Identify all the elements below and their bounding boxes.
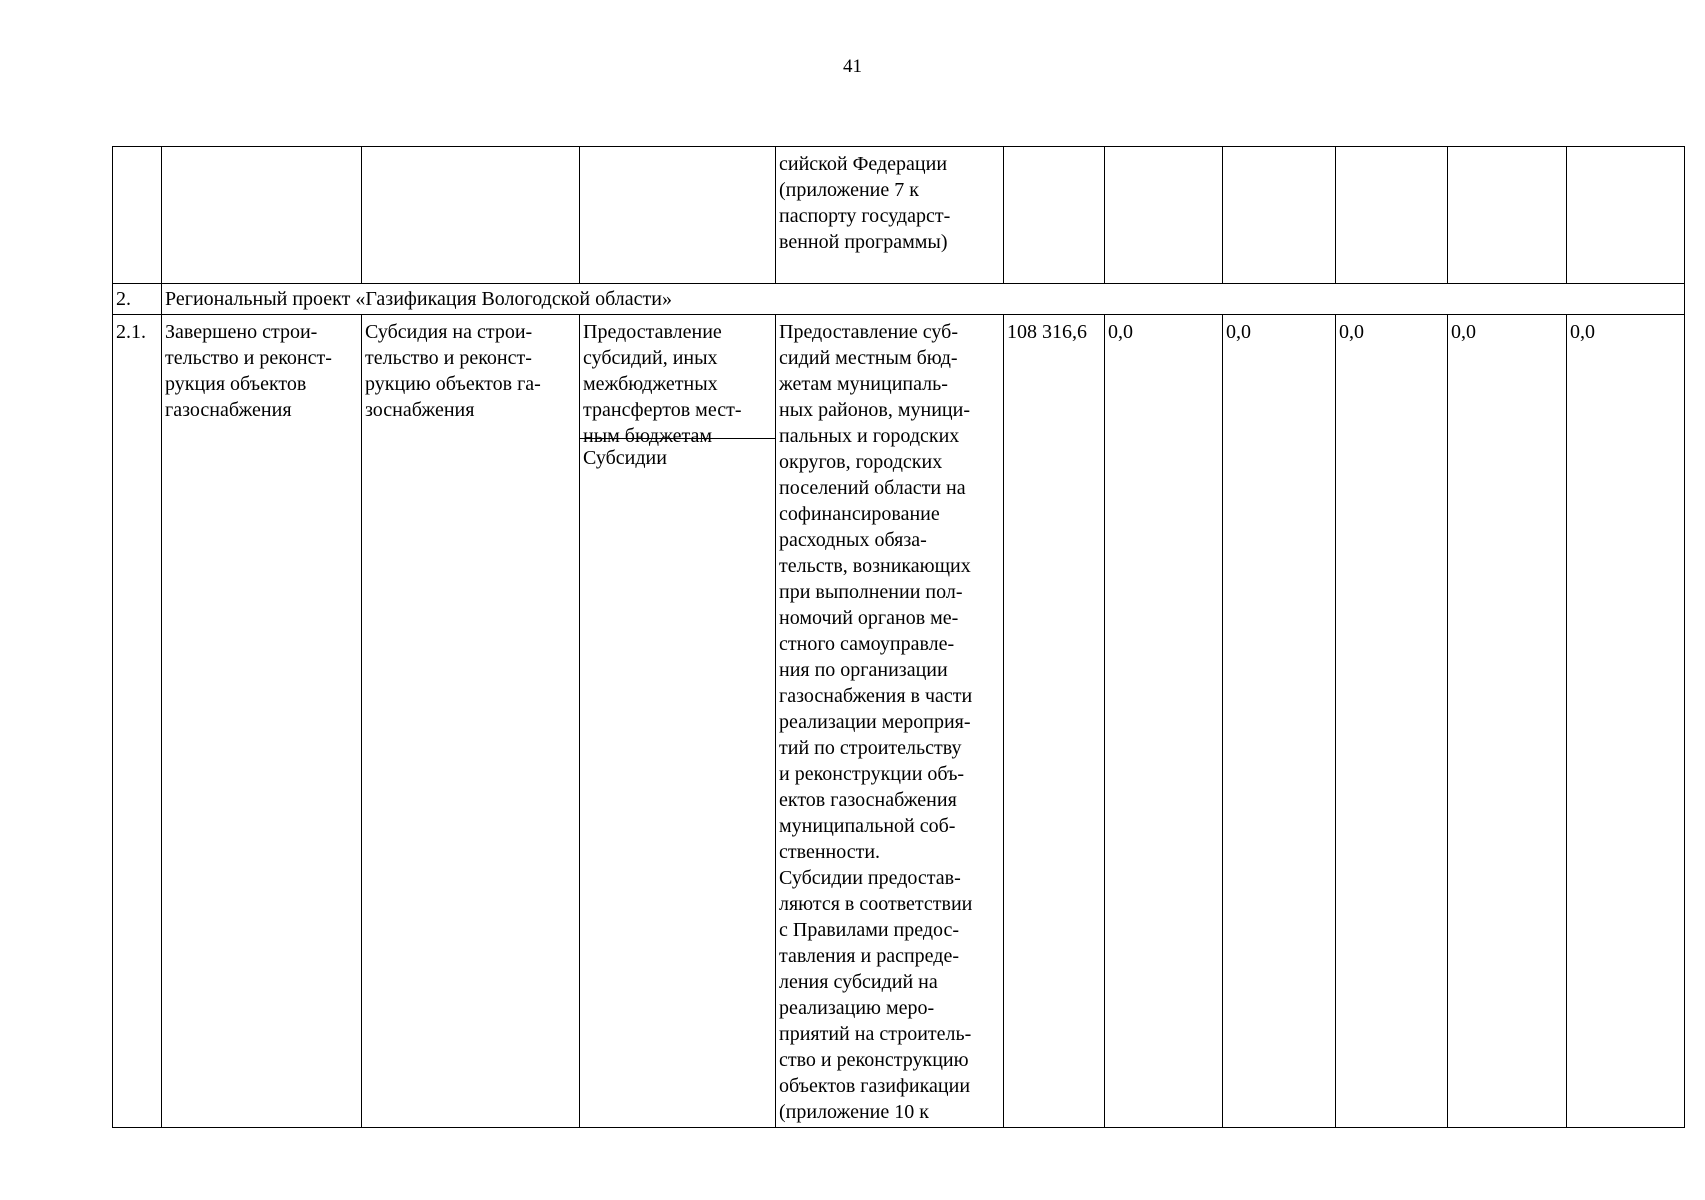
item-direction-cell [580, 315, 776, 1128]
item-basis: Предоставление суб- сидий местным бюд- жетам муниципаль- ных районов, муници- пальных и городских округов, городских поселений области на софинансирование расходных обяза- тельств, возникающих при выполнении пол- номочий органов ме- стного самоуправле- ния по организации газоснабжения в части реализации мероприя- тий по строительству и реконструкции объ- ектов газоснабжения муниципальной соб- ственности. Субсидии предостав- ляются в соответствии с Правилами предос- тавления и распреде- ления субсидий на реализацию меро- приятий на строитель- ство и реконструкцию объектов газификации (приложение 10 к [776, 315, 1004, 1128]
item-amount-1: 108 316,6 [1004, 315, 1105, 1128]
section-row [113, 284, 1685, 315]
cell-amount [1336, 147, 1448, 284]
item-amount-6: 0,0 [1567, 315, 1685, 1128]
item-number: 2.1. [113, 315, 162, 1128]
page-number: 41 [843, 56, 862, 77]
cell-number [113, 147, 162, 284]
item-measure: Субсидия на строи- тельство и реконст- рукцию объектов га- зоснабжения [362, 315, 580, 1128]
continuation-row [113, 147, 1685, 284]
item-amount-4: 0,0 [1336, 315, 1448, 1128]
item-amount-3: 0,0 [1223, 315, 1336, 1128]
section-number: 2. [113, 284, 162, 315]
cell-amount [1567, 147, 1685, 284]
item-direction: Предоставление субсидий, иных межбюджетных трансфертов мест- ным бюджетам [580, 315, 775, 439]
cell-amount [1223, 147, 1336, 284]
cell-basis: сийской Федерации (приложение 7 к паспорту государст- венной программы) [776, 147, 1004, 284]
cell-amount [1105, 147, 1223, 284]
item-direction-type: Субсидии [583, 447, 667, 469]
item-amount-2: 0,0 [1105, 315, 1223, 1128]
item-row [113, 315, 1685, 1128]
item-result: Завершено строи- тельство и реконст- рукция объектов газоснабжения [162, 315, 362, 1128]
program-table [112, 146, 1685, 1128]
cell-amount [1004, 147, 1105, 284]
cell-result [162, 147, 362, 284]
section-title: Региональный проект «Газификация Вологодской области» [162, 284, 1685, 315]
cell-measure [362, 147, 580, 284]
cell-direction [580, 147, 776, 284]
cell-amount [1448, 147, 1567, 284]
item-amount-5: 0,0 [1448, 315, 1567, 1128]
